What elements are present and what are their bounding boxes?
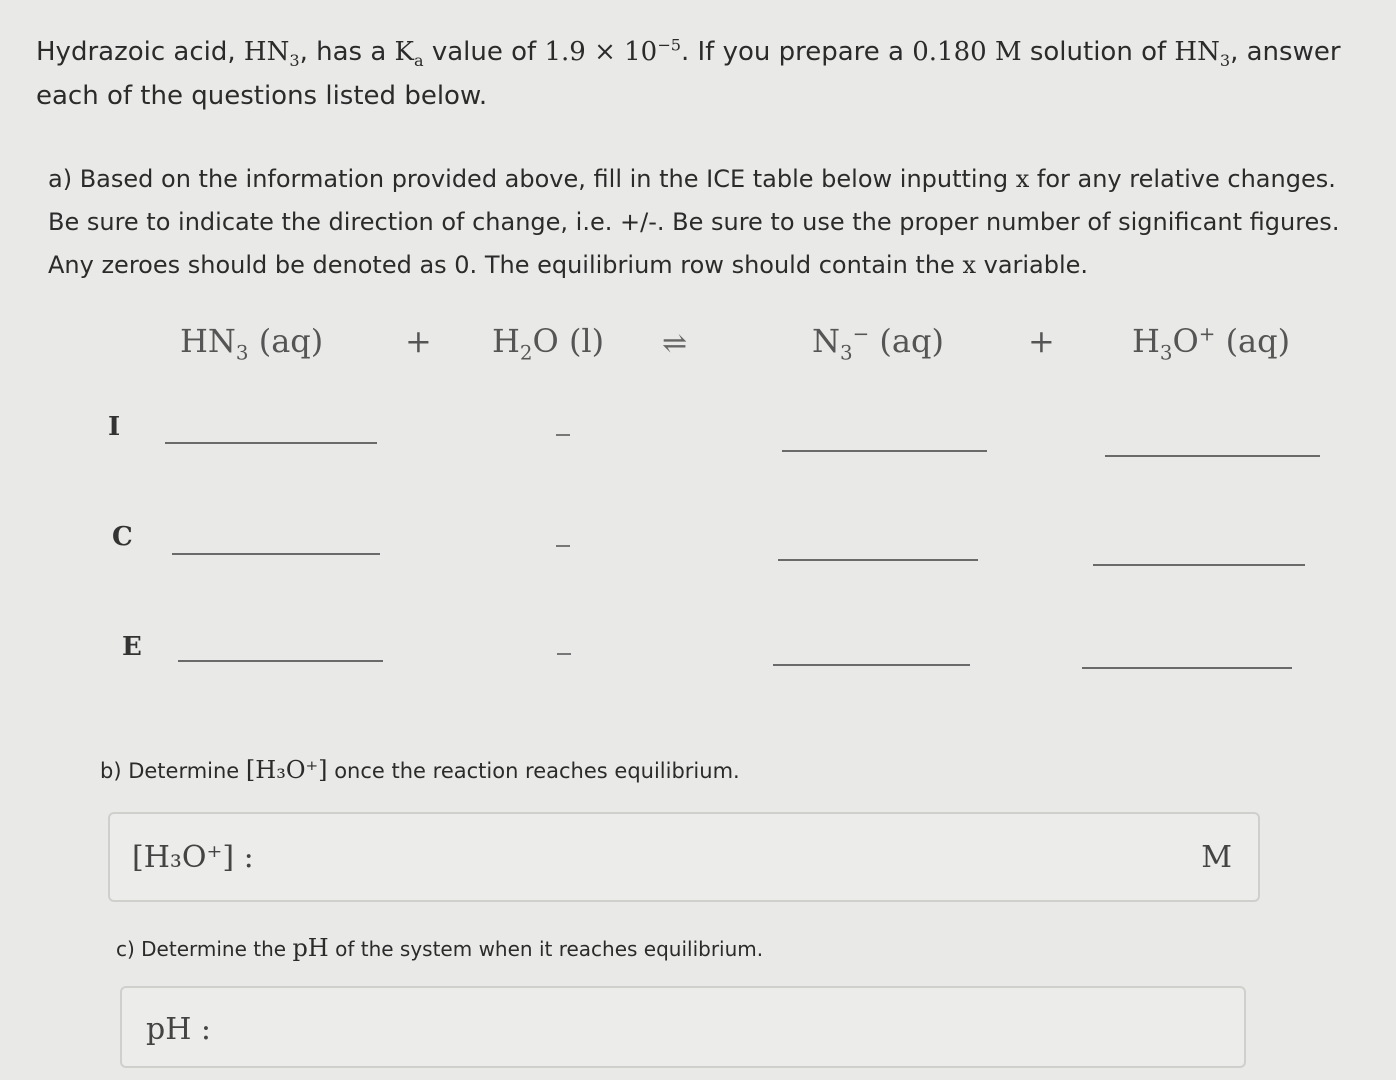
species-h2o: $H_2O$ (l) [492,322,605,365]
ph-answer-field[interactable] [120,986,1246,1068]
ice-i-hn3-input[interactable] [165,442,377,444]
ice-c-hn3-input[interactable] [172,553,380,555]
ice-i-n3-input[interactable] [782,450,987,452]
ice-c-n3-input[interactable] [778,559,978,561]
ice-e-h2o-dash [557,653,571,655]
h3o-concentration-symbol: [H₃O⁺] [245,756,328,784]
ka-value: $1.9 \times 10^{-5}$ [544,35,681,67]
species-h3o-plus: $H_3O^+$ (aq) [1132,322,1291,365]
equilibrium-arrow-icon: ⇌ [662,326,688,361]
h3o-answer-label: [H₃O⁺] : [132,840,254,875]
problem-intro [36,30,1376,118]
ice-c-h3o-input[interactable] [1093,564,1305,566]
ice-row-label-c: C [112,522,133,552]
part-b-question: b) Determine [H₃O⁺] once the reaction reaches equilibrium. [100,756,740,784]
ph-answer-label: pH : [146,1012,212,1047]
intro-text-5: solution of [1021,37,1175,67]
hn3-formula-2: $HN_3$ [1174,37,1231,71]
concentration-value: 0.180 M [912,37,1022,67]
species-n3-minus: $N_3^-$ (aq) [812,322,944,365]
intro-text-2: , has a [299,37,395,67]
intro-text-6: , answer each of the questions listed below. [36,37,1341,111]
intro-text-1: Hydrazoic acid, [36,37,244,67]
ice-row-label-e: E [122,632,142,662]
ka-symbol: $K_a$ [394,37,424,71]
plus-sign-2: + [1028,322,1055,360]
part-a-instructions: a) Based on the information provided above, fill in the ICE table below inputting x for any relative changes. Be sure to indicate the direction of change, i.e. +/-. Be sure to use the proper number of significant figures. Any zeroes should be denoted as 0. The equilibrium row should contain the x variable. [48,165,1340,279]
ice-i-h2o-dash [556,434,570,436]
hn3-formula: $HN_3$ [243,37,300,71]
ph-symbol: pH [292,934,329,962]
part-c-question: c) Determine the pH of the system when it reaches equilibrium. [116,934,764,962]
ice-e-n3-input[interactable] [773,664,970,666]
species-hn3: $HN_3$ (aq) [180,322,324,365]
plus-sign-1: + [405,322,432,360]
intro-text-3: value of [423,37,545,67]
molarity-unit-label: M [1201,840,1232,875]
ice-c-h2o-dash [556,545,570,547]
ice-i-h3o-input[interactable] [1105,455,1320,457]
intro-text-4: . If you prepare a [680,37,913,67]
h3o-answer-field[interactable] [108,812,1260,902]
ice-e-h3o-input[interactable] [1082,667,1292,669]
ice-row-label-i: I [108,412,121,442]
ice-e-hn3-input[interactable] [178,660,383,662]
